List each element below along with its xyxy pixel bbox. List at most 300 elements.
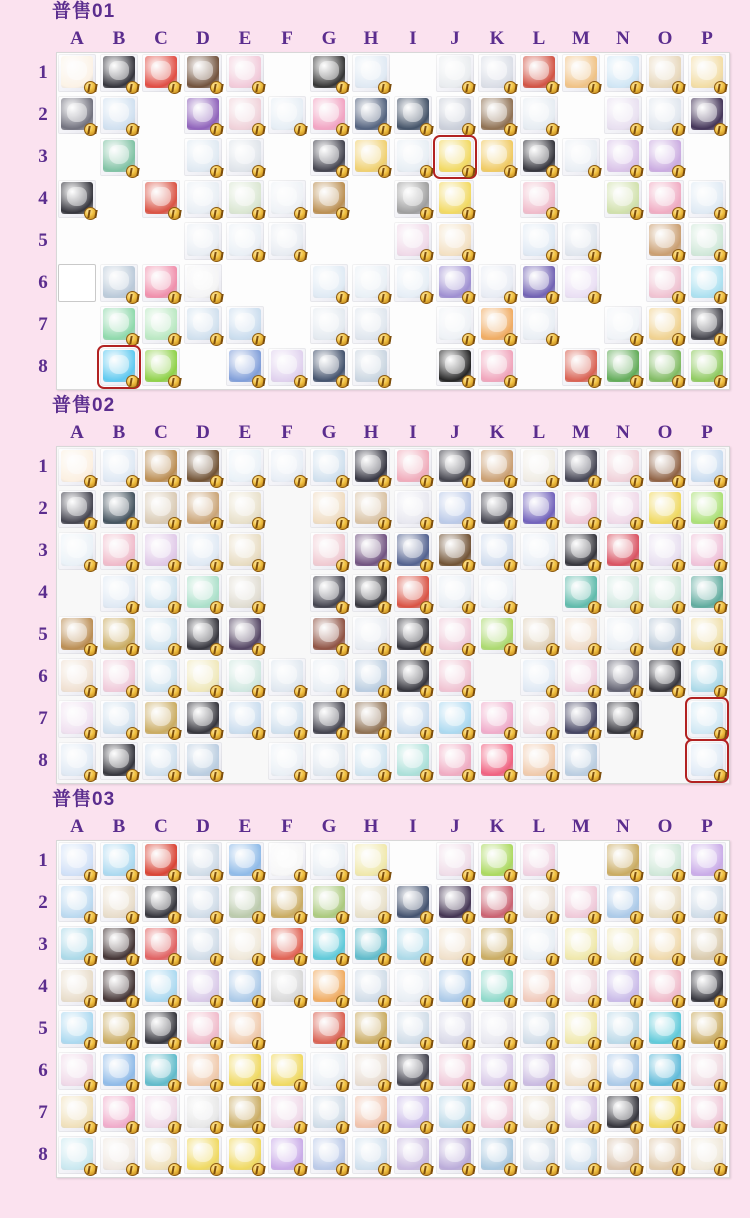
grid-cell[interactable] (140, 52, 182, 94)
grid-cell[interactable] (266, 924, 308, 966)
item-slot[interactable] (520, 842, 558, 880)
item-slot[interactable] (226, 968, 264, 1006)
item-slot[interactable] (478, 884, 516, 922)
item-slot[interactable] (58, 926, 96, 964)
grid-cell[interactable] (518, 882, 560, 924)
grid-cell[interactable] (140, 530, 182, 572)
grid-cell[interactable] (350, 220, 392, 262)
item-slot[interactable] (100, 96, 138, 134)
grid-cell[interactable] (266, 52, 308, 94)
grid-cell[interactable] (266, 1092, 308, 1134)
item-slot[interactable] (58, 1052, 96, 1090)
item-slot[interactable] (520, 700, 558, 738)
grid-cell[interactable] (644, 446, 686, 488)
item-slot[interactable] (184, 448, 222, 486)
grid-cell[interactable] (560, 446, 602, 488)
item-slot[interactable] (520, 96, 558, 134)
item-slot[interactable] (562, 700, 600, 738)
grid-cell[interactable] (350, 136, 392, 178)
item-slot[interactable] (520, 490, 558, 528)
grid-cell[interactable] (518, 220, 560, 262)
grid-cell[interactable] (224, 1134, 266, 1176)
grid-cell[interactable] (686, 614, 728, 656)
grid-cell[interactable] (392, 1050, 434, 1092)
item-slot[interactable] (268, 884, 306, 922)
grid-cell[interactable] (560, 94, 602, 136)
item-slot[interactable] (646, 96, 684, 134)
grid-cell[interactable] (518, 488, 560, 530)
grid-cell[interactable] (476, 136, 518, 178)
grid-cell[interactable] (56, 136, 98, 178)
grid-cell[interactable] (140, 840, 182, 882)
item-slot[interactable] (562, 1094, 600, 1132)
grid-cell[interactable] (350, 698, 392, 740)
grid-cell[interactable] (140, 882, 182, 924)
item-slot[interactable] (352, 616, 390, 654)
grid-cell[interactable] (686, 1008, 728, 1050)
grid-cell[interactable] (518, 572, 560, 614)
item-slot[interactable] (100, 658, 138, 696)
grid-cell[interactable] (266, 94, 308, 136)
item-slot[interactable] (646, 306, 684, 344)
item-slot[interactable] (520, 1136, 558, 1174)
grid-cell[interactable] (140, 740, 182, 782)
grid-cell[interactable] (602, 882, 644, 924)
item-slot[interactable] (436, 1010, 474, 1048)
item-slot[interactable] (604, 700, 642, 738)
item-slot[interactable] (520, 884, 558, 922)
grid-cell[interactable] (224, 1050, 266, 1092)
grid-cell[interactable] (602, 698, 644, 740)
item-slot[interactable] (394, 658, 432, 696)
grid-cell[interactable] (224, 840, 266, 882)
item-slot[interactable] (310, 1052, 348, 1090)
item-slot[interactable] (520, 968, 558, 1006)
item-slot[interactable] (352, 1136, 390, 1174)
grid-cell[interactable] (518, 262, 560, 304)
grid-cell[interactable] (140, 924, 182, 966)
grid-cell[interactable] (224, 346, 266, 388)
item-slot[interactable] (184, 574, 222, 612)
item-slot[interactable] (58, 54, 96, 92)
item-slot[interactable] (562, 448, 600, 486)
item-slot[interactable] (58, 658, 96, 696)
item-slot[interactable] (478, 574, 516, 612)
item-slot[interactable] (646, 138, 684, 176)
grid-cell[interactable] (434, 1134, 476, 1176)
item-slot[interactable] (226, 1136, 264, 1174)
grid-cell[interactable] (350, 262, 392, 304)
item-slot[interactable] (100, 348, 138, 386)
item-slot[interactable] (688, 54, 726, 92)
item-slot[interactable] (352, 574, 390, 612)
item-slot[interactable] (646, 490, 684, 528)
item-slot[interactable] (184, 658, 222, 696)
item-slot[interactable] (352, 532, 390, 570)
grid-cell[interactable] (602, 656, 644, 698)
item-slot[interactable] (184, 742, 222, 780)
grid-cell[interactable] (602, 178, 644, 220)
grid-cell[interactable] (182, 840, 224, 882)
item-slot[interactable] (352, 926, 390, 964)
item-slot[interactable] (436, 1094, 474, 1132)
grid-cell[interactable] (98, 178, 140, 220)
item-slot[interactable] (268, 968, 306, 1006)
item-slot[interactable] (688, 968, 726, 1006)
item-slot[interactable] (58, 842, 96, 880)
grid-cell[interactable] (98, 698, 140, 740)
grid-cell[interactable] (224, 220, 266, 262)
grid-cell[interactable] (350, 530, 392, 572)
item-slot[interactable] (436, 348, 474, 386)
item-slot[interactable] (226, 616, 264, 654)
grid-cell[interactable] (686, 1092, 728, 1134)
grid-cell[interactable] (266, 220, 308, 262)
grid-cell[interactable] (560, 1092, 602, 1134)
grid-cell[interactable] (560, 1050, 602, 1092)
grid-cell[interactable] (98, 136, 140, 178)
item-slot[interactable] (688, 658, 726, 696)
grid-cell[interactable] (560, 740, 602, 782)
grid-cell[interactable] (266, 530, 308, 572)
item-slot[interactable] (436, 222, 474, 260)
grid-cell[interactable] (476, 446, 518, 488)
grid-cell[interactable] (266, 488, 308, 530)
grid-cell[interactable] (98, 1050, 140, 1092)
item-slot[interactable] (310, 574, 348, 612)
grid-cell[interactable] (308, 740, 350, 782)
grid-cell[interactable] (182, 614, 224, 656)
item-slot[interactable] (100, 1094, 138, 1132)
grid-cell[interactable] (308, 1092, 350, 1134)
item-slot[interactable] (226, 658, 264, 696)
item-slot[interactable] (562, 926, 600, 964)
grid-cell[interactable] (392, 698, 434, 740)
grid-cell[interactable] (182, 1050, 224, 1092)
grid-cell[interactable] (686, 1050, 728, 1092)
item-slot[interactable] (310, 926, 348, 964)
grid-cell[interactable] (98, 346, 140, 388)
item-slot[interactable] (394, 1052, 432, 1090)
item-slot[interactable] (352, 842, 390, 880)
grid-cell[interactable] (392, 262, 434, 304)
grid-cell[interactable] (644, 1008, 686, 1050)
grid-cell[interactable] (644, 94, 686, 136)
item-slot[interactable] (646, 968, 684, 1006)
grid-cell[interactable] (140, 614, 182, 656)
grid-cell[interactable] (140, 656, 182, 698)
item-slot[interactable] (394, 616, 432, 654)
item-slot[interactable] (436, 96, 474, 134)
item-slot[interactable] (520, 54, 558, 92)
grid-cell[interactable] (56, 1092, 98, 1134)
item-slot[interactable] (688, 180, 726, 218)
item-slot[interactable] (436, 842, 474, 880)
item-slot[interactable] (436, 1052, 474, 1090)
grid-cell[interactable] (98, 840, 140, 882)
item-slot[interactable] (478, 616, 516, 654)
item-slot[interactable] (520, 264, 558, 302)
grid-cell[interactable] (560, 572, 602, 614)
item-slot[interactable] (436, 138, 474, 176)
grid-cell[interactable] (182, 488, 224, 530)
grid-cell[interactable] (56, 840, 98, 882)
item-slot[interactable] (520, 1052, 558, 1090)
grid-cell[interactable] (686, 572, 728, 614)
item-slot[interactable] (688, 700, 726, 738)
grid-cell[interactable] (350, 656, 392, 698)
grid-cell[interactable] (518, 840, 560, 882)
item-slot[interactable] (142, 1136, 180, 1174)
grid-cell[interactable] (308, 1050, 350, 1092)
grid-cell[interactable] (308, 446, 350, 488)
item-slot[interactable] (142, 1010, 180, 1048)
item-slot[interactable] (352, 264, 390, 302)
item-slot[interactable] (100, 490, 138, 528)
item-slot[interactable] (646, 264, 684, 302)
item-slot[interactable] (436, 926, 474, 964)
grid-cell[interactable] (476, 52, 518, 94)
item-slot[interactable] (142, 448, 180, 486)
item-slot[interactable] (604, 348, 642, 386)
grid-cell[interactable] (224, 52, 266, 94)
grid-cell[interactable] (686, 94, 728, 136)
grid-cell[interactable] (518, 1008, 560, 1050)
item-slot[interactable] (58, 968, 96, 1006)
grid-cell[interactable] (686, 178, 728, 220)
grid-cell[interactable] (602, 446, 644, 488)
item-slot[interactable] (436, 306, 474, 344)
item-slot[interactable] (478, 138, 516, 176)
grid-cell[interactable] (392, 220, 434, 262)
item-slot[interactable] (142, 532, 180, 570)
item-slot[interactable] (604, 306, 642, 344)
item-slot[interactable] (604, 448, 642, 486)
grid-cell[interactable] (98, 1092, 140, 1134)
item-slot[interactable] (520, 222, 558, 260)
item-slot[interactable] (646, 348, 684, 386)
item-slot[interactable] (688, 264, 726, 302)
grid-cell[interactable] (308, 178, 350, 220)
item-slot[interactable] (436, 742, 474, 780)
grid-cell[interactable] (518, 304, 560, 346)
grid-cell[interactable] (224, 1008, 266, 1050)
grid-cell[interactable] (686, 656, 728, 698)
item-slot[interactable] (58, 884, 96, 922)
item-slot[interactable] (520, 138, 558, 176)
grid-cell[interactable] (518, 94, 560, 136)
grid-cell[interactable] (602, 94, 644, 136)
item-slot[interactable] (562, 490, 600, 528)
grid-cell[interactable] (560, 966, 602, 1008)
item-slot[interactable] (184, 490, 222, 528)
grid-cell[interactable] (182, 572, 224, 614)
grid-cell[interactable] (266, 1008, 308, 1050)
item-slot[interactable] (310, 532, 348, 570)
item-slot[interactable] (646, 616, 684, 654)
grid-cell[interactable] (266, 346, 308, 388)
item-slot[interactable] (100, 700, 138, 738)
item-slot[interactable] (688, 1094, 726, 1132)
grid-cell[interactable] (182, 1008, 224, 1050)
item-slot[interactable] (436, 448, 474, 486)
item-slot[interactable] (310, 1094, 348, 1132)
item-slot[interactable] (268, 222, 306, 260)
item-slot[interactable] (226, 138, 264, 176)
grid-cell[interactable] (644, 572, 686, 614)
grid-cell[interactable] (476, 1050, 518, 1092)
grid-cell[interactable] (686, 530, 728, 572)
grid-cell[interactable] (56, 1134, 98, 1176)
grid-cell[interactable] (392, 530, 434, 572)
grid-cell[interactable] (350, 924, 392, 966)
grid-cell[interactable] (182, 346, 224, 388)
grid-cell[interactable] (308, 840, 350, 882)
item-slot[interactable] (310, 658, 348, 696)
item-slot[interactable] (226, 348, 264, 386)
item-slot[interactable] (58, 448, 96, 486)
grid-cell[interactable] (392, 924, 434, 966)
item-slot[interactable] (310, 138, 348, 176)
item-slot[interactable] (352, 138, 390, 176)
item-slot[interactable] (478, 264, 516, 302)
item-slot[interactable] (184, 1136, 222, 1174)
item-slot[interactable] (604, 1094, 642, 1132)
grid-cell[interactable] (518, 530, 560, 572)
item-slot[interactable] (100, 926, 138, 964)
item-slot[interactable] (310, 842, 348, 880)
grid-cell[interactable] (434, 220, 476, 262)
item-slot[interactable] (688, 490, 726, 528)
grid-cell[interactable] (392, 346, 434, 388)
grid-cell[interactable] (308, 488, 350, 530)
grid-cell[interactable] (98, 94, 140, 136)
grid-cell[interactable] (602, 1134, 644, 1176)
grid-cell[interactable] (644, 346, 686, 388)
item-slot[interactable] (562, 532, 600, 570)
item-slot[interactable] (184, 1052, 222, 1090)
grid-cell[interactable] (56, 488, 98, 530)
grid-cell[interactable] (518, 698, 560, 740)
item-slot[interactable] (688, 842, 726, 880)
item-slot[interactable] (226, 222, 264, 260)
item-slot[interactable] (478, 490, 516, 528)
item-slot[interactable] (100, 574, 138, 612)
grid-cell[interactable] (56, 220, 98, 262)
item-slot[interactable] (436, 532, 474, 570)
item-slot[interactable] (310, 884, 348, 922)
item-slot[interactable] (352, 348, 390, 386)
item-slot[interactable] (226, 306, 264, 344)
item-slot[interactable] (268, 96, 306, 134)
grid-cell[interactable] (56, 530, 98, 572)
item-slot[interactable] (520, 616, 558, 654)
grid-cell[interactable] (350, 614, 392, 656)
grid-cell[interactable] (56, 52, 98, 94)
item-slot[interactable] (520, 926, 558, 964)
item-slot[interactable] (226, 180, 264, 218)
item-slot[interactable] (562, 616, 600, 654)
grid-cell[interactable] (182, 220, 224, 262)
grid-cell[interactable] (392, 1134, 434, 1176)
grid-cell[interactable] (224, 446, 266, 488)
item-slot[interactable] (394, 448, 432, 486)
grid-cell[interactable] (392, 966, 434, 1008)
grid-cell[interactable] (98, 656, 140, 698)
item-slot[interactable] (688, 448, 726, 486)
item-slot[interactable] (58, 180, 96, 218)
grid-cell[interactable] (476, 262, 518, 304)
grid-cell[interactable] (224, 304, 266, 346)
grid-cell[interactable] (140, 220, 182, 262)
grid-cell[interactable] (182, 924, 224, 966)
item-slot[interactable] (352, 884, 390, 922)
item-slot[interactable] (688, 1052, 726, 1090)
grid-cell[interactable] (644, 52, 686, 94)
item-slot[interactable] (184, 700, 222, 738)
grid-cell[interactable] (308, 346, 350, 388)
item-slot[interactable] (226, 700, 264, 738)
grid-cell[interactable] (392, 614, 434, 656)
grid-cell[interactable] (140, 488, 182, 530)
item-slot[interactable] (142, 968, 180, 1006)
grid-cell[interactable] (392, 840, 434, 882)
grid-cell[interactable] (308, 262, 350, 304)
grid-cell[interactable] (266, 656, 308, 698)
grid-cell[interactable] (434, 178, 476, 220)
grid-cell[interactable] (350, 94, 392, 136)
grid-cell[interactable] (686, 262, 728, 304)
grid-cell[interactable] (350, 1050, 392, 1092)
item-slot[interactable] (58, 490, 96, 528)
item-slot[interactable] (562, 348, 600, 386)
grid-cell[interactable] (434, 572, 476, 614)
grid-cell[interactable] (56, 1050, 98, 1092)
grid-cell[interactable] (224, 740, 266, 782)
item-slot[interactable] (520, 742, 558, 780)
item-slot[interactable] (646, 54, 684, 92)
grid-cell[interactable] (602, 136, 644, 178)
grid-cell[interactable] (56, 94, 98, 136)
item-slot[interactable] (100, 616, 138, 654)
item-slot[interactable] (436, 884, 474, 922)
item-slot[interactable] (478, 700, 516, 738)
item-slot[interactable] (436, 700, 474, 738)
item-slot[interactable] (478, 348, 516, 386)
grid-cell[interactable] (182, 262, 224, 304)
item-slot[interactable] (352, 448, 390, 486)
item-slot[interactable] (688, 306, 726, 344)
item-slot[interactable] (478, 842, 516, 880)
grid-cell[interactable] (266, 262, 308, 304)
grid-cell[interactable] (266, 840, 308, 882)
item-slot[interactable] (268, 842, 306, 880)
grid-cell[interactable] (182, 966, 224, 1008)
grid-cell[interactable] (686, 882, 728, 924)
item-slot[interactable] (226, 1052, 264, 1090)
grid-cell[interactable] (686, 740, 728, 782)
grid-cell[interactable] (308, 1008, 350, 1050)
item-slot[interactable] (226, 842, 264, 880)
grid-cell[interactable] (98, 966, 140, 1008)
grid-cell[interactable] (434, 1008, 476, 1050)
item-slot[interactable] (646, 532, 684, 570)
item-slot[interactable] (562, 222, 600, 260)
item-slot[interactable] (310, 1010, 348, 1048)
grid-cell[interactable] (182, 1092, 224, 1134)
grid-cell[interactable] (182, 530, 224, 572)
grid-cell[interactable] (476, 840, 518, 882)
